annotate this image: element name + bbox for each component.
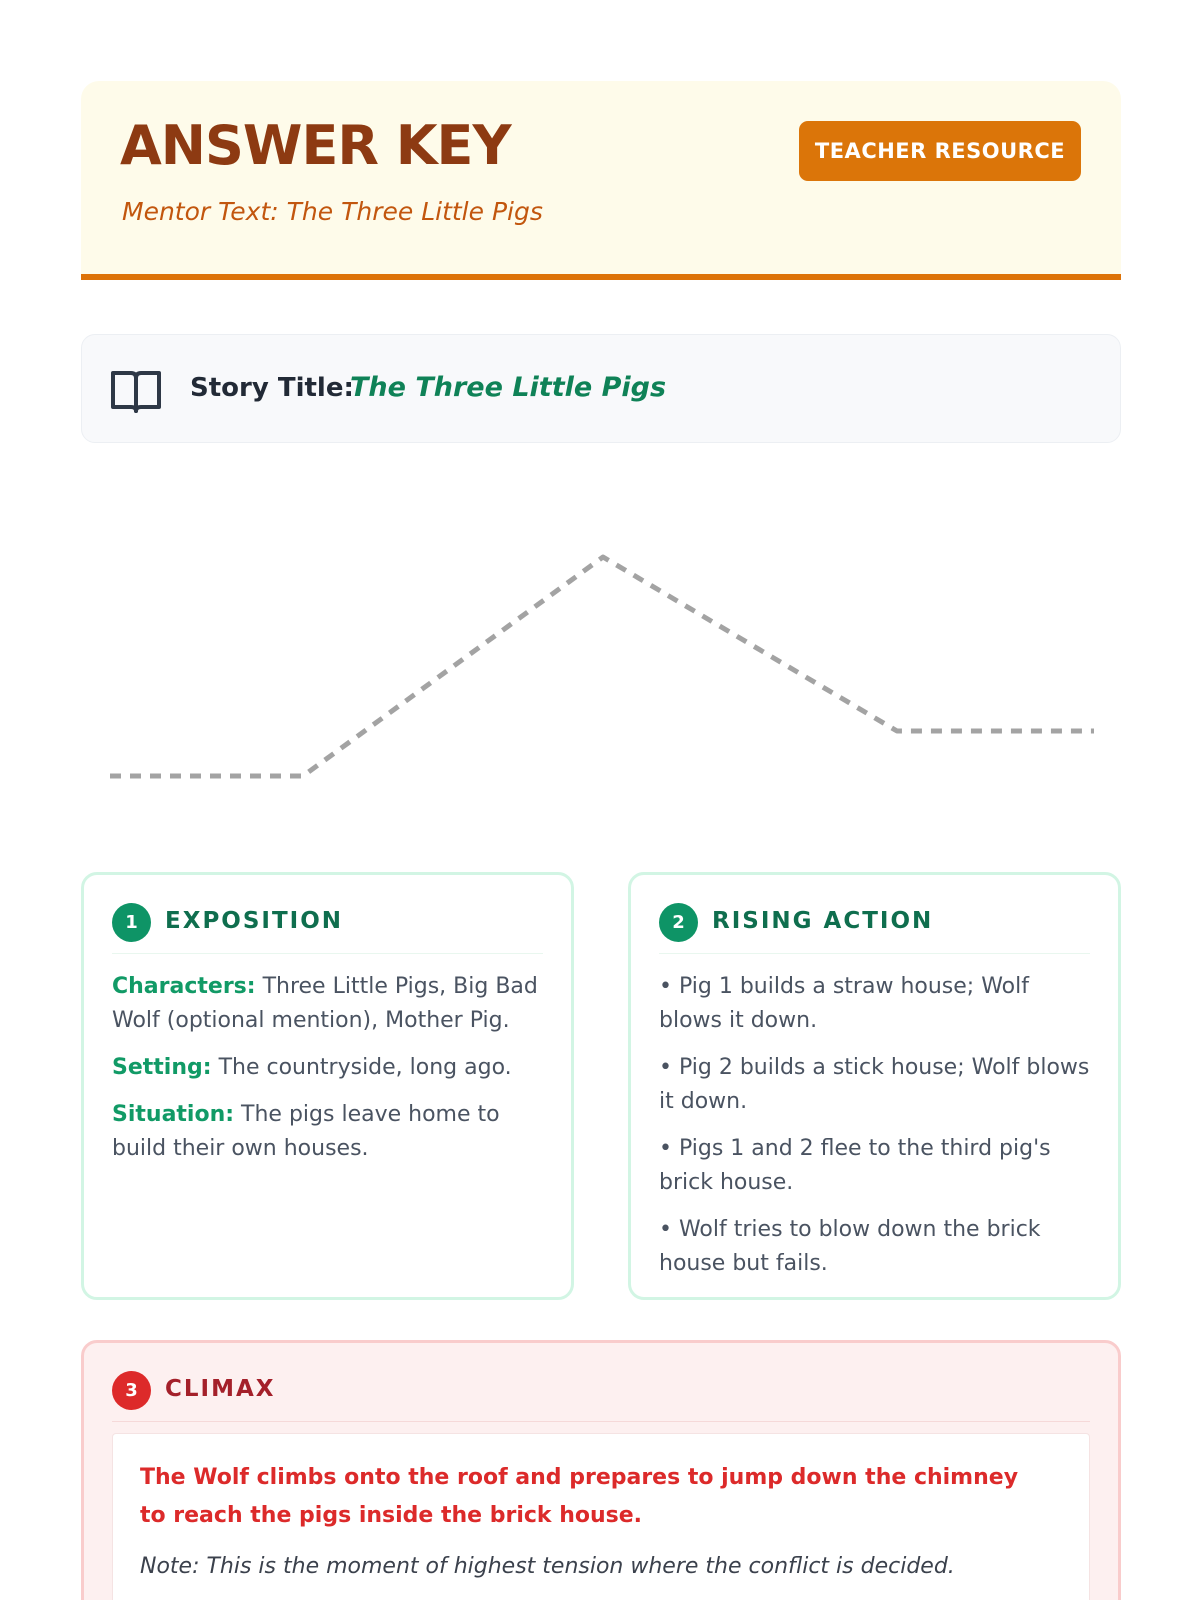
page-title: ANSWER KEY [120,114,511,177]
climax-card [81,1340,1121,1600]
exposition-card [81,872,574,1300]
step-number-badge: 1 [112,903,151,942]
story-title-bar [81,334,1121,443]
book-open-icon [110,367,162,415]
exposition-body [112,970,547,1179]
setting-value: The countryside, long ago. [218,1055,512,1080]
teacher-resource-badge[interactable]: TEACHER RESOURCE [799,121,1081,181]
climax-note: Note: This is the moment of highest tension where the conflict is decided. [140,1554,955,1579]
characters-label: Characters: [112,974,256,999]
rising-action-card [628,872,1121,1300]
rising-action-body [659,970,1094,1294]
exposition-title: EXPOSITION [165,908,344,934]
climax-answer: The Wolf climbs onto the roof and prepares to jump down the chimney to reach the pigs inside the brick house. [140,1465,1019,1528]
exposition-header [112,903,543,954]
list-item: • Pig 2 builds a stick house; Wolf blows it down. [659,1055,1090,1114]
setting-label: Setting: [112,1055,212,1080]
story-title-label: Story Title: [190,373,354,403]
climax-answer-box [112,1433,1090,1600]
characters-value: Three Little Pigs, Big Bad Wolf (optional mention), Mother Pig. [112,974,538,1033]
rising-action-header [659,903,1090,954]
answer-key-header [81,81,1121,280]
setting-line [112,1051,547,1085]
plot-line-diagram [0,500,1200,820]
characters-line [112,970,547,1038]
list-item: • Pig 1 builds a straw house; Wolf blows it down. [659,974,1029,1033]
mentor-text-subtitle: Mentor Text: The Three Little Pigs [122,197,543,226]
situation-value: The pigs leave home to build their own houses. [112,1102,500,1161]
step-number-badge: 3 [112,1371,151,1410]
plot-line-path [110,557,1094,776]
list-item: • Wolf tries to blow down the brick house but fails. [659,1217,1041,1276]
list-item: • Pigs 1 and 2 flee to the third pig's brick house. [659,1136,1051,1195]
rising-action-title: RISING ACTION [712,908,934,934]
step-number-badge: 2 [659,903,698,942]
situation-label: Situation: [112,1102,235,1127]
situation-line [112,1098,547,1166]
climax-title: CLIMAX [165,1376,276,1402]
climax-header [112,1371,1090,1422]
story-title-value: The Three Little Pigs [350,372,667,403]
